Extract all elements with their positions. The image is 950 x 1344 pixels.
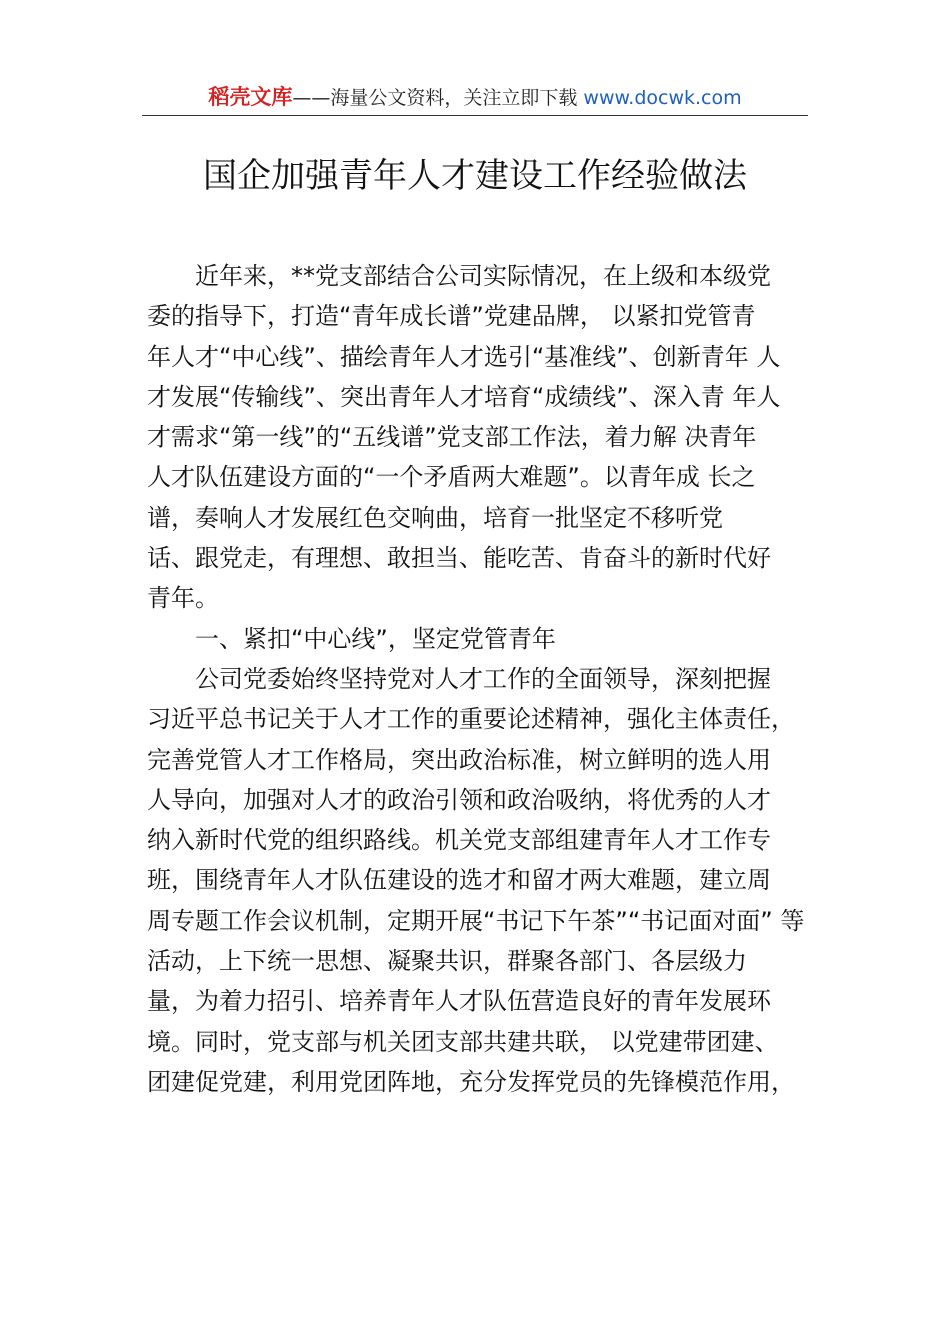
body-line: 近年来，**党支部结合公司实际情况，在上级和本级党 bbox=[195, 262, 771, 290]
body-line: 活动，上下统一思想、凝聚共识，群聚各部门、各层级力 bbox=[147, 947, 747, 976]
document-body bbox=[147, 256, 817, 1102]
body-line: 公司党委始终坚持党对人才工作的全面领导，深刻把握 bbox=[195, 664, 771, 693]
document-title: 国企加强青年人才建设工作经验做法 bbox=[203, 156, 747, 196]
body-line: 班，围绕青年人才队伍建设的选才和留才两大难题，建立周 bbox=[147, 866, 771, 895]
body-line: 团建促党建，利用党团阵地，充分发挥党员的先锋模范作用， bbox=[147, 1067, 795, 1096]
body-line: 周专题工作会议机制，定期开展“书记下午茶”“书记面对面” 等 bbox=[147, 906, 805, 935]
body-line: 才发展“传输线”、突出青年人才培育“成绩线”、深入青 年人 bbox=[147, 382, 781, 411]
body-line: 人才队伍建设方面的“一个矛盾两大难题”。以青年成 长之 bbox=[147, 463, 756, 492]
site-url-link[interactable]: www.docwk.com bbox=[583, 87, 742, 109]
body-line: 量，为着力招引、培养青年人才队伍营造良好的青年发展环 bbox=[147, 987, 771, 1016]
body-line: 人导向，加强对人才的政治引领和政治吸纳，将优秀的人才 bbox=[147, 785, 771, 814]
body-line: 习近平总书记关于人才工作的重要论述精神，强化主体责任， bbox=[147, 705, 795, 734]
body-line: 完善党管人才工作格局，突出政治标准，树立鲜明的选人用 bbox=[147, 745, 771, 774]
section-heading: 一、紧扣“中心线”，坚定党管青年 bbox=[195, 624, 556, 653]
body-line: 委的指导下，打造“青年成长谱”党建品牌， 以紧扣党管青 bbox=[147, 302, 756, 331]
body-line: 谱，奏响人才发展红色交响曲，培育一批坚定不移听党 bbox=[147, 503, 723, 532]
body-line: 纳入新时代党的组织路线。机关党支部组建青年人才工作专 bbox=[147, 826, 771, 855]
body-line: 青年。 bbox=[147, 584, 219, 613]
body-line: 才需求“第一线”的“五线谱”党支部工作法，着力解 决青年 bbox=[147, 423, 757, 452]
body-line: 话、跟党走，有理想、敢担当、能吃苦、肯奋斗的新时代好 bbox=[147, 544, 771, 573]
header-divider bbox=[142, 115, 808, 116]
header-tagline: ——海量公文资料，关注立即下载 bbox=[292, 87, 578, 109]
site-header bbox=[0, 84, 950, 111]
body-line: 年人才“中心线”、描绘青年人才选引“基准线”、创新青年 人 bbox=[147, 342, 781, 371]
brand-logo-text: 稻壳文库 bbox=[208, 85, 293, 109]
body-line: 境。同时，党支部与机关团支部共建共联， 以党建带团建、 bbox=[147, 1027, 779, 1056]
